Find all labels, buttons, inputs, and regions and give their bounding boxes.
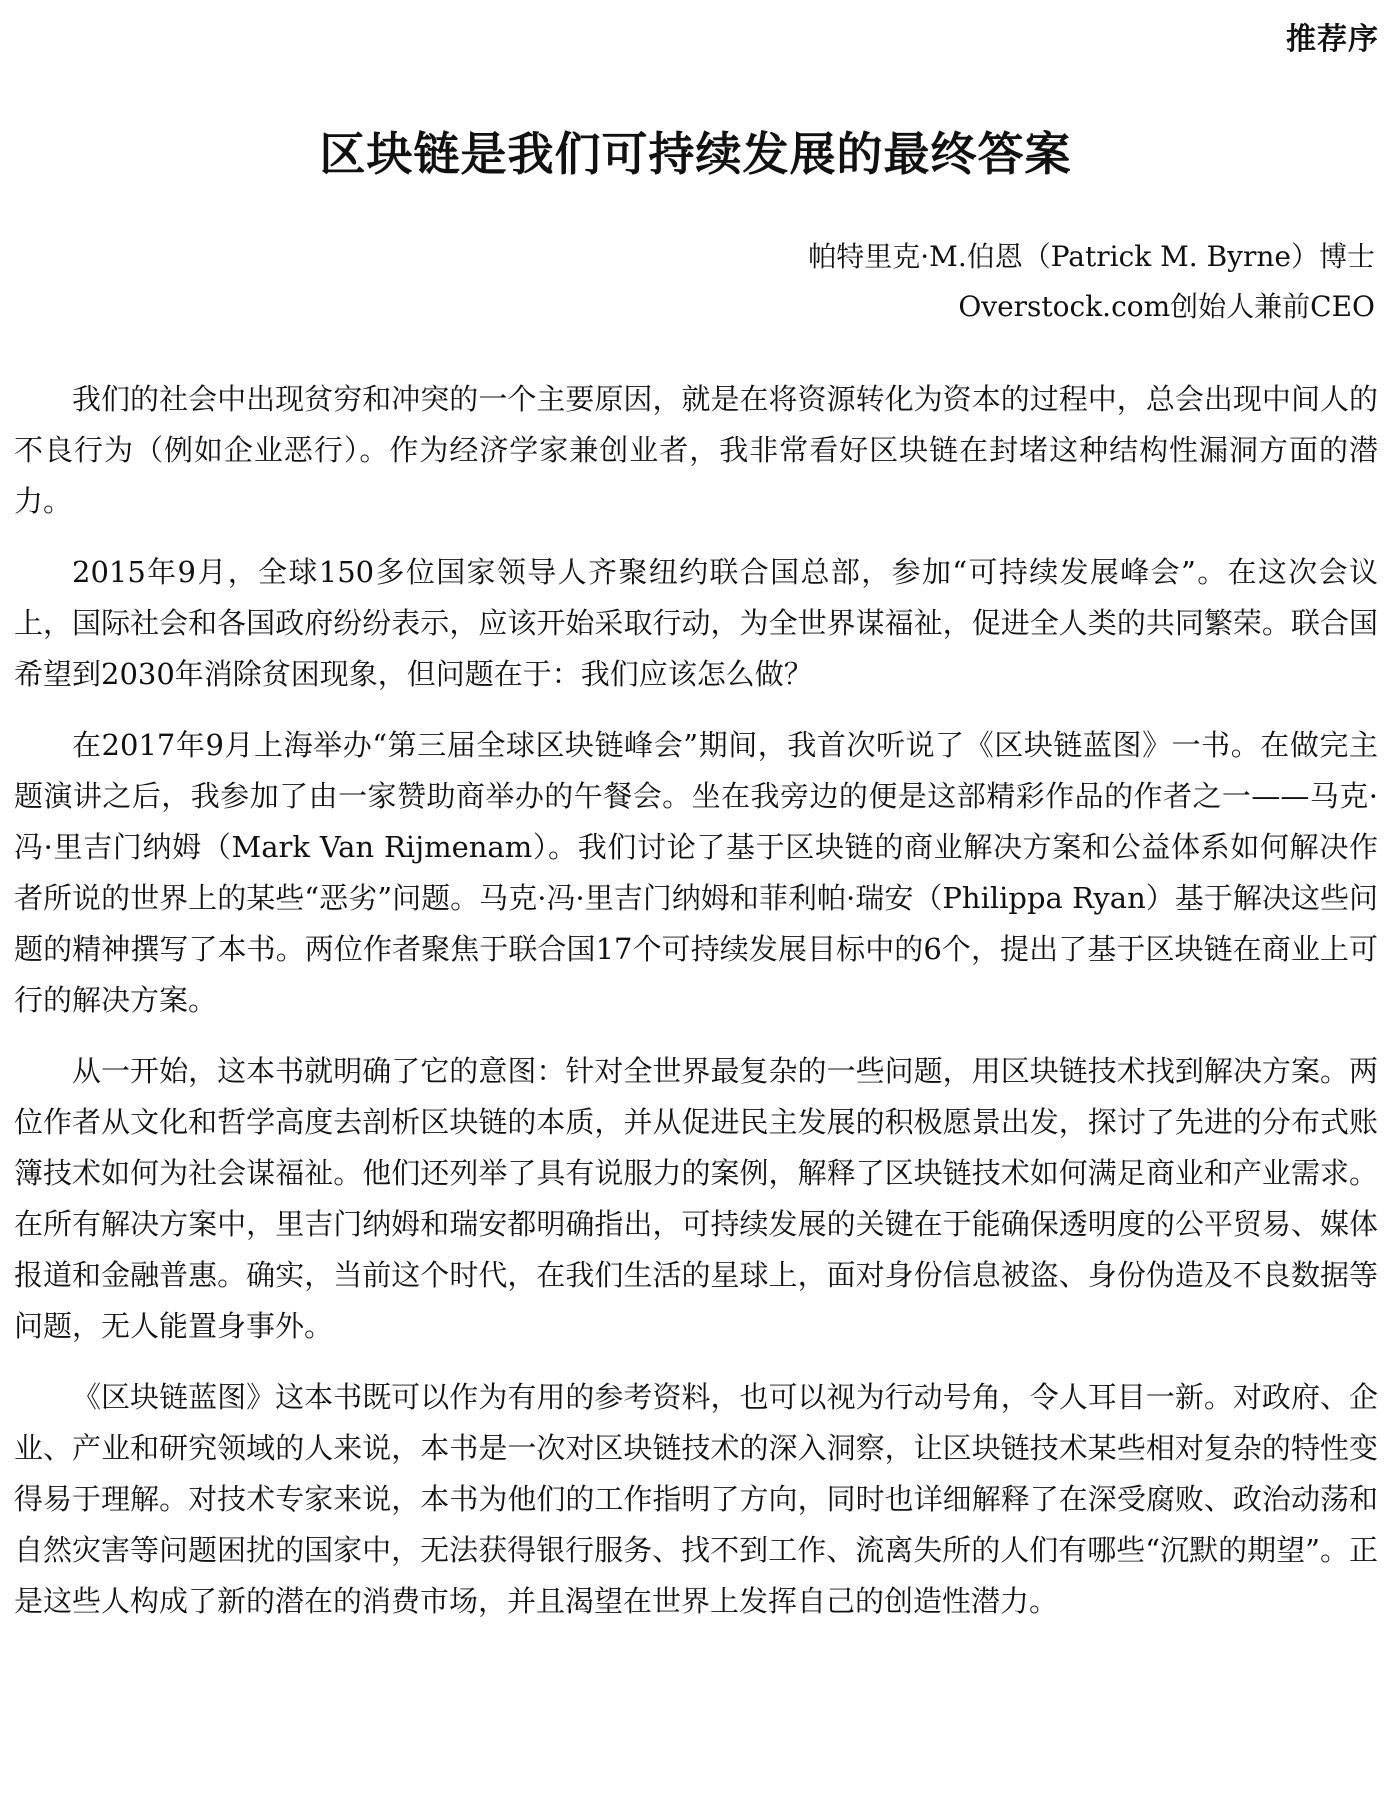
- paragraph-2: 2015年9月，全球150多位国家领导人齐聚纽约联合国总部，参加“可持续发展峰会”。在这次会议上，国际社会和各国政府纷纷表示，应该开始采取行动，为全世界谋福祉，促进全人类的共同繁荣。联合国希望到2030年消除贫困现象，但问题在于：我们应该怎么做？: [14, 555, 1378, 691]
- article-body: [14, 374, 1378, 1647]
- paragraph-1: 我们的社会中出现贫穷和冲突的一个主要原因，就是在将资源转化为资本的过程中，总会出现中间人的不良行为（例如企业恶行）。作为经济学家兼创业者，我非常看好区块链在封堵这种结构性漏洞方面的潜力。: [14, 382, 1378, 518]
- paragraph-5: 《区块链蓝图》这本书既可以作为有用的参考资料，也可以视为行动号角，令人耳目一新。对政府、企业、产业和研究领域的人来说，本书是一次对区块链技术的深入洞察，让区块链技术某些相对复杂的特性变得易于理解。对技术专家来说，本书为他们的工作指明了方向，同时也详细解释了在深受腐败、政治动荡和自然灾害等问题困扰的国家中，无法获得银行服务、找不到工作、流离失所的人们有哪些“沉默的期望”。正是这些人构成了新的潜在的消费市场，并且渴望在世界上发挥自己的创造性潜力。: [14, 1380, 1378, 1618]
- author-name: 帕特里克·M.伯恩（Patrick M. Byrne）博士: [808, 240, 1375, 273]
- article-title: 区块链是我们可持续发展的最终答案: [319, 127, 1072, 181]
- paragraph-4: 从一开始，这本书就明确了它的意图：针对全世界最复杂的一些问题，用区块链技术找到解决方案。两位作者从文化和哲学高度去剖析区块链的本质，并从促进民主发展的积极愿景出发，探讨了先进的分布式账簿技术如何为社会谋福祉。他们还列举了具有说服力的案例，解释了区块链技术如何满足商业和产业需求。在所有解决方案中，里吉门纳姆和瑞安都明确指出，可持续发展的关键在于能确保透明度的公平贸易、媒体报道和金融普惠。确实，当前这个时代，在我们生活的星球上，面对身份信息被盗、身份伪造及不良数据等问题，无人能置身事外。: [14, 1054, 1378, 1343]
- author-role: Overstock.com创始人兼前CEO: [958, 290, 1375, 323]
- paragraph-3: 在2017年9月上海举办“第三届全球区块链峰会”期间，我首次听说了《区块链蓝图》一书。在做完主题演讲之后，我参加了由一家赞助商举办的午餐会。坐在我旁边的便是这部精彩作品的作者之一——马克·冯·里吉门纳姆（Mark Van Rijmenam）。我们讨论了基于区块链的商业解决方案和公益体系如何解决作者所说的世界上的某些“恶劣”问题。马克·冯·里吉门纳姆和菲利帕·瑞安（Philippa Ryan）基于解决这些问题的精神撰写了本书。两位作者聚焦于联合国17个可持续发展目标中的6个，提出了基于区块链在商业上可行的解决方案。: [14, 728, 1378, 1017]
- author-byline: [808, 232, 1375, 332]
- section-label: 推荐序: [1286, 22, 1379, 57]
